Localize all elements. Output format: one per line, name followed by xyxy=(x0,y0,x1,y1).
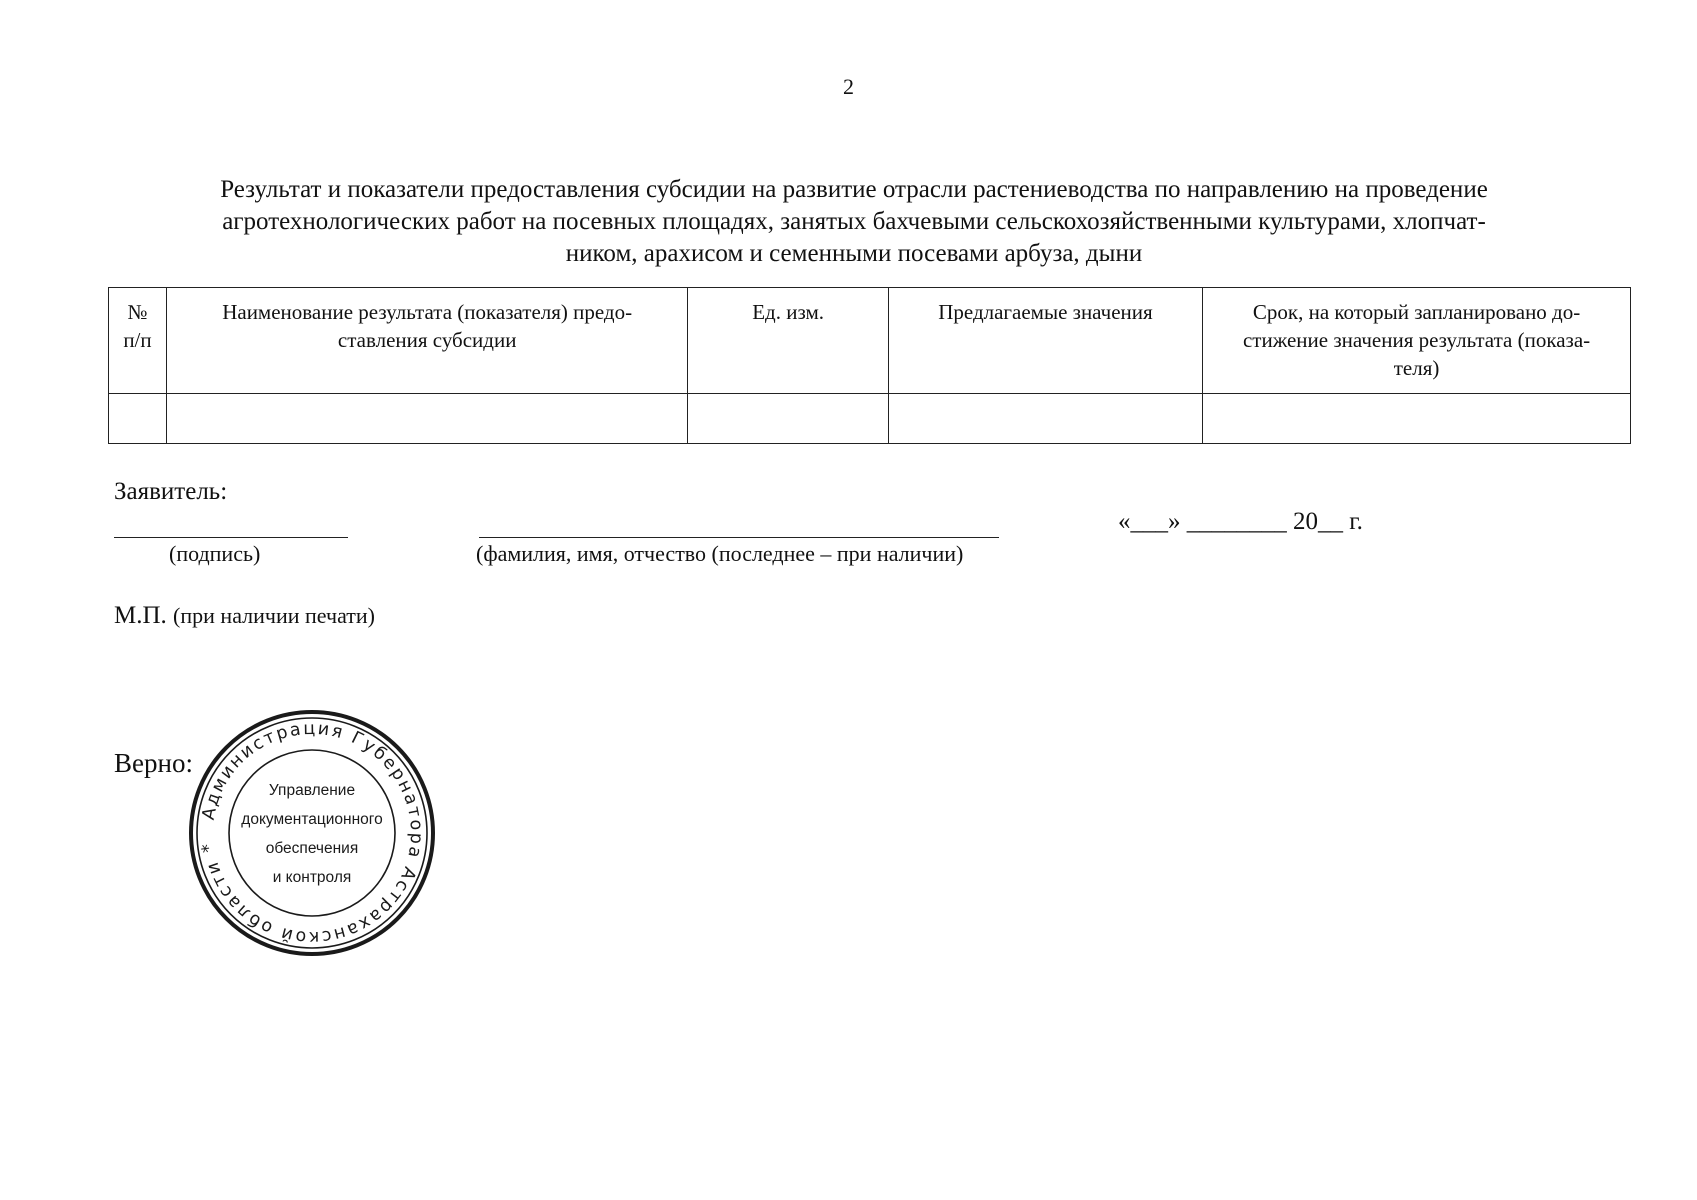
header-line: № xyxy=(127,300,148,324)
seal-center-line: и контроля xyxy=(272,869,352,886)
certified-label: Верно: xyxy=(114,748,193,778)
header-line: ставления субсидии xyxy=(337,328,517,352)
table-cell xyxy=(888,394,1202,444)
document-title xyxy=(120,174,1588,270)
table-header-row xyxy=(109,288,1631,394)
title-line: агротехнологических работ на посевных площадях, занятых бахчевыми сельскохозяйственными культурами, хлопчат- xyxy=(222,208,1486,235)
table-cell xyxy=(688,394,888,444)
table-cell xyxy=(166,394,687,444)
page-number: 2 xyxy=(843,74,854,99)
header-line: Срок, на который запланировано до- xyxy=(1252,300,1581,324)
date-field: «___» ________ 20__ г. xyxy=(1118,508,1363,535)
seal-center-line: документационного xyxy=(241,811,383,828)
table-cell xyxy=(109,394,167,444)
signature-line xyxy=(114,537,348,538)
header-line: Наименование результата (показателя) предо- xyxy=(222,300,633,324)
header-unit xyxy=(688,288,888,394)
title-line: ником, арахисом и семенными посевами арбуза, дыни xyxy=(565,240,1143,267)
full-name-caption: (фамилия, имя, отчество (последнее – при наличии) xyxy=(476,541,964,566)
header-line: Предлагаемые значения xyxy=(938,300,1153,324)
header-line: стижение значения результата (показа- xyxy=(1242,328,1591,352)
official-seal xyxy=(187,708,437,958)
header-line: п/п xyxy=(123,328,152,352)
table-row xyxy=(109,394,1631,444)
applicant-label: Заявитель: xyxy=(114,478,228,505)
header-result-name xyxy=(166,288,687,394)
title-line: Результат и показатели предоставления субсидии на развитие отрасли растениеводства по направлению на проведение xyxy=(220,176,1488,203)
seal-ring-text: Администрация Губернатора Астраханской области * xyxy=(198,718,427,948)
stamp-place-label xyxy=(114,602,375,630)
seal-center-line: обеспечения xyxy=(265,840,359,857)
header-line: Ед. изм. xyxy=(752,300,824,324)
table-cell xyxy=(1203,394,1631,444)
header-proposed-values xyxy=(888,288,1202,394)
full-name-line xyxy=(479,537,999,538)
signature-caption: (подпись) xyxy=(169,541,261,566)
stamp-place-abbrev: М.П. xyxy=(114,602,167,629)
header-number xyxy=(109,288,167,394)
header-line: теля) xyxy=(1393,356,1440,380)
indicators-table xyxy=(108,287,1631,444)
stamp-place-note: (при наличии печати) xyxy=(173,603,375,628)
seal-center-line: Управление xyxy=(268,782,356,799)
header-deadline xyxy=(1203,288,1631,394)
